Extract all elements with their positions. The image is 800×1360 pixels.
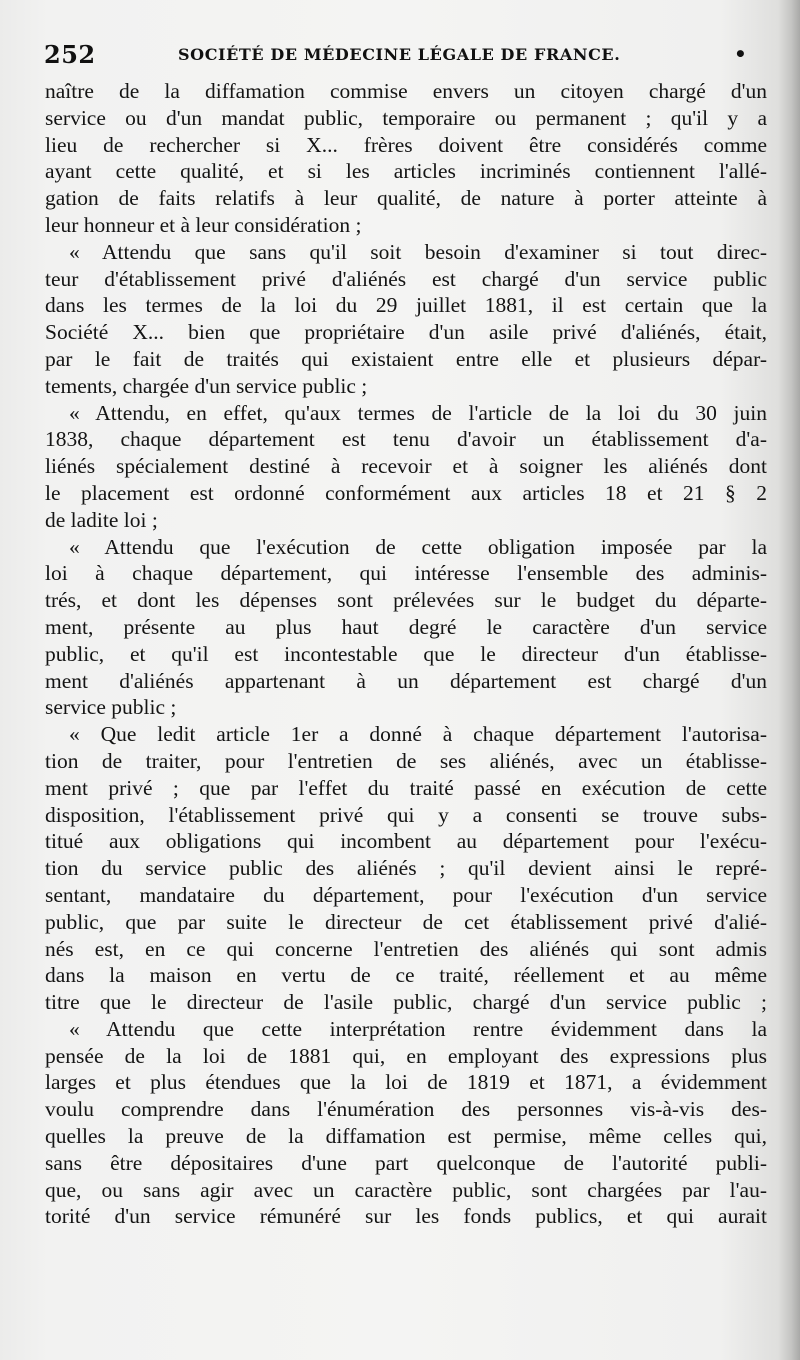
text-line: trés, et dont les dépenses sont prélevées sur le budget du départe- [45, 588, 767, 613]
text-line: loi à chaque département, qui intéresse l'ensemble des adminis- [45, 561, 767, 586]
text-line: liénés spécialement destiné à recevoir et à soigner les aliénés dont [45, 454, 767, 479]
text-line: larges et plus étendues que la loi de 1819 et 1871, a évidemment [45, 1070, 767, 1095]
text-line: quelles la preuve de la diffamation est permise, même celles qui, [45, 1124, 767, 1149]
text-line: teur d'établissement privé d'aliénés est chargé d'un service public [45, 266, 767, 291]
text-line: sans être dépositaires d'une part quelconque de l'autorité publi- [45, 1150, 767, 1175]
text-line: « Attendu que l'exécution de cette obligation imposée par la [69, 534, 767, 559]
text-line: titué aux obligations qui incombent au département pour l'exécu- [45, 829, 767, 854]
text-line: leur honneur et à leur considération ; [45, 212, 362, 237]
text-line: torité d'un service rémunéré sur les fonds publics, et qui aurait [45, 1204, 767, 1229]
text-line: tion de traiter, pour l'entretien de ses aliénés, avec un établisse- [45, 748, 767, 773]
running-title: SOCIÉTÉ DE MÉDECINE LÉGALE DE FRANCE. [178, 45, 621, 64]
header-dot: • [734, 42, 747, 66]
text-line: dans les termes de la loi du 29 juillet 1881, il est certain que la [45, 293, 767, 318]
text-line: public, que par suite le directeur de cet établissement privé d'alié- [45, 909, 767, 934]
page-edge-shadow [778, 0, 800, 1360]
text-line: ment d'aliénés appartenant à un département est chargé d'un [45, 668, 767, 693]
text-line: par le fait de traités qui existaient entre elle et plusieurs dépar- [45, 346, 767, 371]
text-line: « Que ledit article 1er a donné à chaque département l'autorisa- [69, 722, 767, 747]
text-line: naître de la diffamation commise envers un citoyen chargé d'un [45, 79, 767, 103]
text-line: titre que le directeur de l'asile public, chargé d'un service public ; [45, 990, 767, 1015]
text-line: tion du service public des aliénés ; qu'il devient ainsi le repré- [45, 856, 767, 881]
text-line: service public ; [45, 695, 177, 720]
text-line: nés est, en ce qui concerne l'entretien des aliénés qui sont admis [45, 936, 767, 961]
text-line: le placement est ordonné conformément aux articles 18 et 21 § 2 [45, 480, 767, 505]
text-line: public, et qu'il est incontestable que le directeur d'un établisse- [45, 641, 767, 666]
text-line: Société X... bien que propriétaire d'un asile privé d'aliénés, était, [45, 320, 767, 345]
text-line: « Attendu que cette interprétation rentre évidemment dans la [69, 1016, 767, 1041]
text-line: « Attendu, en effet, qu'aux termes de l'article de la loi du 30 juin [69, 400, 767, 425]
text-line: service ou d'un mandat public, temporaire ou permanent ; qu'il y a [45, 105, 767, 130]
text-line: ment, présente au plus haut degré le caractère d'un service [45, 614, 767, 639]
text-line: ment privé ; que par l'effet du traité passé en exécution de cette [45, 775, 767, 800]
text-line: ayant cette qualité, et si les articles incriminés contiennent l'allé- [45, 159, 767, 184]
text-line: tements, chargée d'un service public ; [45, 373, 368, 398]
text-line: lieu de rechercher si X... frères doivent être considérés comme [45, 132, 767, 157]
text-line: de ladite loi ; [45, 507, 158, 532]
text-line: « Attendu que sans qu'il soit besoin d'examiner si tout direc- [69, 239, 767, 264]
text-line: sentant, mandataire du département, pour l'exécution d'un service [45, 882, 767, 907]
text-line: dans la maison en vertu de ce traité, réellement et au même [45, 963, 767, 988]
text-line: que, ou sans agir avec un caractère public, sont chargées par l'au- [45, 1177, 767, 1202]
text-line: 1838, chaque département est tenu d'avoir un établissement d'a- [45, 427, 767, 452]
text-line: voulu comprendre dans l'énumération des personnes vis-à-vis des- [45, 1097, 767, 1122]
body-text [45, 78, 767, 1230]
page-number: 252 [44, 40, 96, 69]
text-line: pensée de la loi de 1881 qui, en employant des expressions plus [45, 1043, 767, 1068]
page-header [44, 40, 764, 70]
text-line: disposition, l'établissement privé qui y a consenti se trouve subs- [45, 802, 767, 827]
text-line: gation de faits relatifs à leur qualité, de nature à porter atteinte à [45, 186, 767, 211]
